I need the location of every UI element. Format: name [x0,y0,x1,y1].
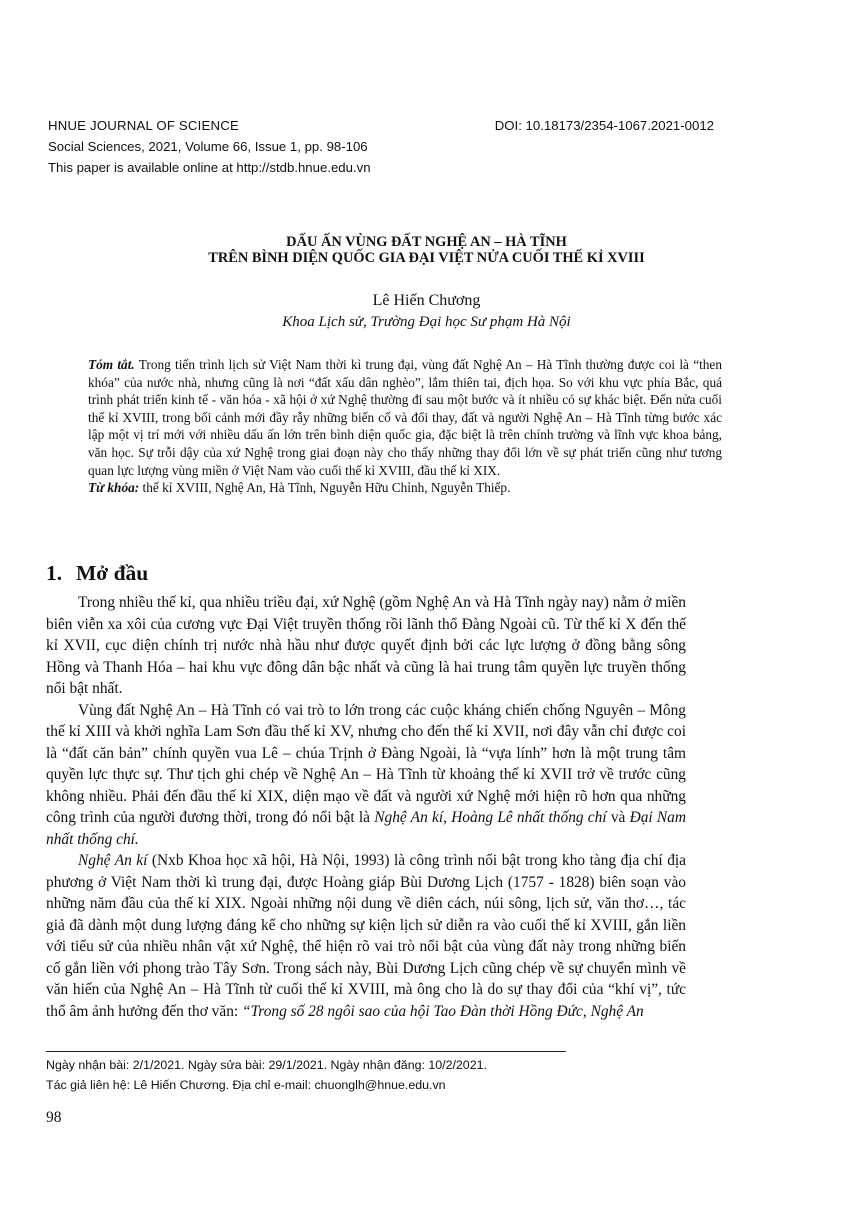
paper-title-line-1: DẤU ẤN VÙNG ĐẤT NGHỆ AN – HÀ TĨNH [286,234,567,250]
issue-info: Social Sciences, 2021, Volume 66, Issue 1, pp. 98-106 [48,139,368,154]
abstract-label: Tóm tắt. [88,357,135,372]
p3-italic-title: Nghệ An kí [78,852,148,869]
footnote-contact: Tác giả liên hệ: Lê Hiến Chương. Địa chỉ e-mail: chuonglh@hnue.edu.vn [46,1078,446,1092]
keywords-label: Từ khóa: [88,480,140,496]
doi: DOI: 10.18173/2354-1067.2021-0012 [494,118,714,133]
keywords-text: thế kỉ XVIII, Nghệ An, Hà Tĩnh, Nguyễn Hữu Chỉnh, Nguyễn Thiếp. [139,480,511,496]
section-number: 1. [46,561,63,585]
keywords-paragraph [88,479,722,497]
section-title: Mở đầu [76,561,149,585]
p2-text-b: và [606,809,630,826]
body-text [46,592,686,1022]
p2-italic-works: Nghệ An kí, Hoàng Lê nhất thống chí [374,809,607,826]
section-heading [46,561,148,585]
p3-italic-quote: “Trong số 28 ngôi sao của hội Tao Đàn thời Hồng Đức, Nghệ An [242,1002,644,1020]
p2-italic-dnntc: Đại Nam nhất thống chí. [46,809,686,848]
p2-text-a: Vùng đất Nghệ An – Hà Tĩnh có vai trò to lớn trong các cuộc kháng chiến chống Nguyên – Mông thế kỉ XIII và khởi nghĩa Lam Sơn đầu thế kỉ XV, nhưng cho đến thế kỉ XVII, nơi đây vẫn chỉ được coi là “đất căn bản” chính quyền vua Lê – chúa Trịnh ở Đàng Ngoài, là “vựa lính” hơn là một trung tâm quyền lực thực sự. Thư tịch ghi chép về Nghệ An – Hà Tĩnh từ khoảng thế kỉ XVII trở về trước cũng không nhiều. Phải đến đầu thế kỉ XIX, diện mạo về đất và người xứ Nghệ mới hiện rõ hơn qua những công trình của người đương thời, trong đó nổi bật là [46,701,686,826]
abstract [88,356,722,497]
p3-text: (Nxb Khoa học xã hội, Hà Nội, 1993) là công trình nổi bật trong kho tàng địa chí địa phương ở Việt Nam thời kì trung đại, được Hoàng giáp Bùi Dương Lịch (1757 - 1828) biên soạn vào những năm đầu của thế kỉ XIX. Ngoài những nội dung về diên cách, núi sông, lịch sử, văn thơ…, tác giả đã dành một dung lượng đáng kể cho những sự kiện lịch sử diễn ra vào cuối thế kỉ XVIII, gắn liền với tiểu sử của nhiều nhân vật xứ Nghệ, thể hiện rõ vai trò nổi bật của vùng đất này trong những biến cố gắn liền với phong trào Tây Sơn. Trong sách này, Bùi Dương Lịch cũng chép về sự chuyển mình về văn hiến của Nghệ An – Hà Tĩnh từ cuối thế kỉ XVIII, mà ông cho là do sự thay đổi của “khí vị”, tức thổ âm ảnh hưởng đến thơ văn: [46,852,686,1020]
abstract-text: Trong tiến trình lịch sử Việt Nam thời kì trung đại, vùng đất Nghệ An – Hà Tĩnh thường được coi là “then khóa” của nước nhà, nhưng cũng là nơi “đất xấu dân nghèo”, lắm thiên tai, địch họa. So với khu vực phía Bắc, quá trình phát triển kinh tế - văn hóa - xã hội ở xứ Nghệ thường đi sau một bước và ít nhiều có sự khác biệt. Đến nửa cuối thế kỉ XVIII, trong bối cảnh mới đầy rẫy những biến cố và đổi thay, đất và người Nghệ An – Hà Tĩnh từng bước xác lập một vị trí mới với nhiều dấu ấn lớn trên bình diện quốc gia, đặc biệt là trên chính trường và lĩnh vực khoa bảng, văn học. Sự trỗi dậy của xứ Nghệ trong giai đoạn này cho thấy những thay đổi lớn về sự phát triển cũng như tương quan lực lượng vùng miền ở Việt Nam vào cuối thế kỉ XVIII, đầu thế kỉ XIX. [88,357,722,478]
author-name: Lê Hiến Chương [372,292,481,309]
footnote-divider [46,1051,566,1052]
author-affiliation: Khoa Lịch sử, Trường Đại học Sư phạm Hà Nội [282,314,571,330]
body-paragraph-3 [46,850,686,1022]
page-number: 98 [46,1109,62,1126]
paper-title-line-2: TRÊN BÌNH DIỆN QUỐC GIA ĐẠI VIỆT NỬA CUỐI THẾ KỈ XVIII [208,250,645,266]
online-notice: This paper is available online at http://stdb.hnue.edu.vn [48,160,371,175]
body-paragraph-2 [46,700,686,851]
footnote-dates: Ngày nhận bài: 2/1/2021. Ngày sửa bài: 29/1/2021. Ngày nhận đăng: 10/2/2021. [46,1058,487,1072]
abstract-paragraph [88,356,722,479]
body-paragraph-1: Trong nhiều thế kỉ, qua nhiều triều đại, xứ Nghệ (gồm Nghệ An và Hà Tĩnh ngày nay) nằm ở miền biên viễn xa xôi của cương vực Đại Việt truyền thống rồi lãnh thổ Đàng Ngoài cũ. Từ thế kỉ X đến thế kỉ XVII, cục diện chính trị nước nhà hầu như được quyết định bởi các lực lượng ở đồng bằng sông Hồng và Thanh Hóa – hai khu vực đông dân bậc nhất và cũng là hai trung tâm quyền lực truyền thống nổi bật nhất. [46,594,686,697]
journal-name: HNUE JOURNAL OF SCIENCE [48,118,239,133]
